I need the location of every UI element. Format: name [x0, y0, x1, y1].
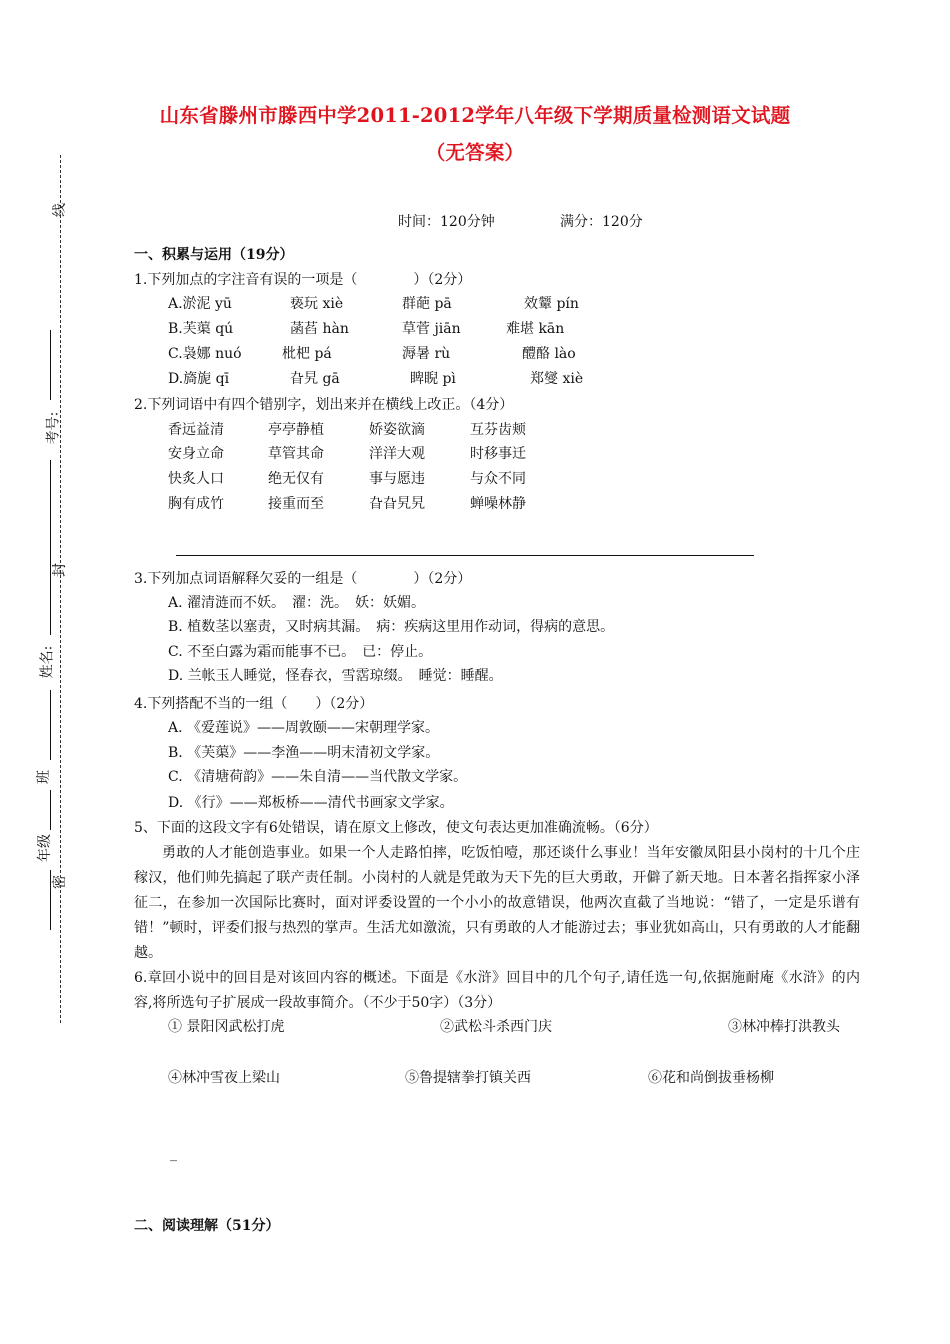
binding-nianji: 年级 — [37, 834, 53, 862]
q6-option: ②武松斗杀西门庆 — [440, 1019, 552, 1035]
q3-stem: 3.下列加点词语解释欠妥的一组是（ ）（2分） — [134, 571, 472, 587]
q2-word: 安身立命 — [168, 446, 224, 462]
binding-dashed-line — [60, 155, 61, 1023]
q6-option: ⑤鲁提辖拳打镇关西 — [405, 1070, 531, 1086]
q1-opt: C.袅娜 nuó — [168, 346, 242, 362]
ban-underline — [50, 790, 51, 830]
page-title: 山东省滕州市滕西中学2011-2012学年八年级下学期质量检测语文试题 — [159, 104, 791, 127]
q3-option: D. 兰帐玉人睡觉，怪春衣，雪霑琼缀。 睡觉：睡醒。 — [168, 668, 503, 684]
page-subtitle: （无答案） — [425, 141, 525, 164]
binding-ban: 班 — [36, 770, 52, 784]
q6-answer-blank: _ — [170, 1146, 177, 1162]
q1-opt: 旮旯 gā — [290, 371, 340, 387]
binding-xian: 线 — [52, 203, 68, 217]
binding-mi: 密 — [52, 875, 68, 889]
q2-word: 胸有成竹 — [168, 496, 224, 512]
binding-kaohao: 考号: — [45, 411, 62, 445]
xingming-underline-2 — [50, 690, 51, 760]
q2-word: 接重而至 — [268, 496, 324, 512]
q2-word: 事与愿违 — [369, 471, 425, 487]
exam-score: 满分：120分 — [560, 214, 643, 230]
q4-option: D. 《行》——郑板桥——清代书画家文学家。 — [168, 795, 454, 811]
q5-stem: 5、下面的这段文字有6处错误，请在原文上修改，使文句表达更加准确流畅。（6分） — [134, 820, 658, 836]
q2-word: 洋洋大观 — [369, 446, 425, 462]
q2-word: 蝉噪林静 — [470, 496, 526, 512]
q6-option: ④林冲雪夜上梁山 — [168, 1070, 280, 1086]
section-heading-2: 二、阅读理解（51分） — [134, 1218, 280, 1234]
q1-opt: 草菅 jiān — [402, 321, 461, 337]
q2-word: 香远益清 — [168, 422, 224, 438]
q2-word: 亭亭静植 — [268, 422, 324, 438]
q4-option: C. 《清塘荷韵》——朱自清——当代散文学家。 — [168, 769, 468, 785]
q1-opt: 菡萏 hàn — [290, 321, 349, 337]
q1-opt: 枇杷 pá — [282, 346, 332, 362]
q1-opt: B.芙蕖 qú — [168, 321, 234, 337]
q1-opt: A.淤泥 yū — [168, 296, 232, 312]
section-heading-1: 一、积累与运用（19分） — [134, 247, 294, 263]
q2-word: 草管其命 — [268, 446, 324, 462]
q2-word: 绝无仅有 — [268, 471, 324, 487]
q6-option: ① 景阳冈武松打虎 — [168, 1019, 285, 1035]
q3-option: C. 不至白露为霜而能事不已。 已：停止。 — [168, 644, 433, 660]
q2-word: 旮旮旯旯 — [369, 496, 425, 512]
q2-stem: 2.下列词语中有四个错别字，划出来并在横线上改正。（4分） — [134, 397, 514, 413]
q4-option: B. 《芙蕖》——李渔——明末清初文学家。 — [168, 745, 440, 761]
q2-answer-line — [176, 555, 754, 556]
kaohao-underline — [50, 330, 51, 400]
q6-option: ⑥花和尚倒拔垂杨柳 — [648, 1070, 774, 1086]
q3-option: A. 濯清涟而不妖。 濯：洗。 妖：妖媚。 — [168, 595, 426, 611]
q2-word: 互芬齿颊 — [470, 422, 526, 438]
q1-opt: 郑燮 xiè — [530, 371, 584, 387]
q1-opt: 难堪 kān — [506, 321, 565, 337]
q6-option: ③林冲棒打洪教头 — [728, 1019, 840, 1035]
q1-opt: 醴酪 lào — [522, 346, 576, 362]
q1-stem: 1.下列加点的字注音有误的一项是（ ）（2分） — [134, 272, 472, 288]
binding-feng: 封 — [52, 563, 68, 577]
q4-stem: 4.下列搭配不当的一组（ ）（2分） — [134, 696, 374, 712]
xingming-underline — [50, 530, 51, 635]
q1-opt: 睥睨 pì — [410, 371, 456, 387]
binding-xingming: 姓名: — [39, 645, 56, 679]
q1-opt: 亵玩 xiè — [290, 296, 344, 312]
q2-word: 快炙人口 — [168, 471, 224, 487]
q6-stem: 6.章回小说中的回目是对该回内容的概述。下面是《水浒》回目中的几个句子,请任选一句,依据施耐庵《水浒》的内容,将所选句子扩展成一段故事简介。（不少于50字）（3分） — [134, 970, 860, 1011]
q4-option: A. 《爱莲说》——周敦颐——宋朝理学家。 — [168, 720, 440, 736]
exam-time: 时间：120分钟 — [398, 214, 495, 230]
q2-word: 时移事迁 — [470, 446, 526, 462]
q1-opt: D.旖旎 qī — [168, 371, 230, 387]
q1-opt: 群葩 pā — [402, 296, 452, 312]
q3-option: B. 植数茎以塞责，又时病其漏。 病：疾病这里用作动词，得病的意思。 — [168, 619, 615, 635]
q1-opt: 效颦 pín — [524, 296, 579, 312]
q2-word: 与众不同 — [470, 471, 526, 487]
q1-opt: 溽暑 rù — [402, 346, 451, 362]
q2-word: 娇姿欲滴 — [369, 422, 425, 438]
q5-passage: 勇敢的人才能创造事业。如果一个人走路怕摔，吃饭怕噎，那还谈什么事业！当年安徽凤阳县小岗村的十几个庄稼汉，他们帅先搞起了联产责任制。小岗村的人就是凭敢为天下先的巨大勇敢，开僻了新天地。日本著名指挥家小泽征二，在参加一次国际比赛时，面对评委设置的一个小小的故意错误，他两次直截了当地说：“错了，一定是乐谱有错！”顿时，评委们报与热烈的掌声。生活尤如激流，只有勇敢的人才能游过去；事业犹如高山，只有勇敢的人才能翻越。 — [134, 845, 860, 961]
